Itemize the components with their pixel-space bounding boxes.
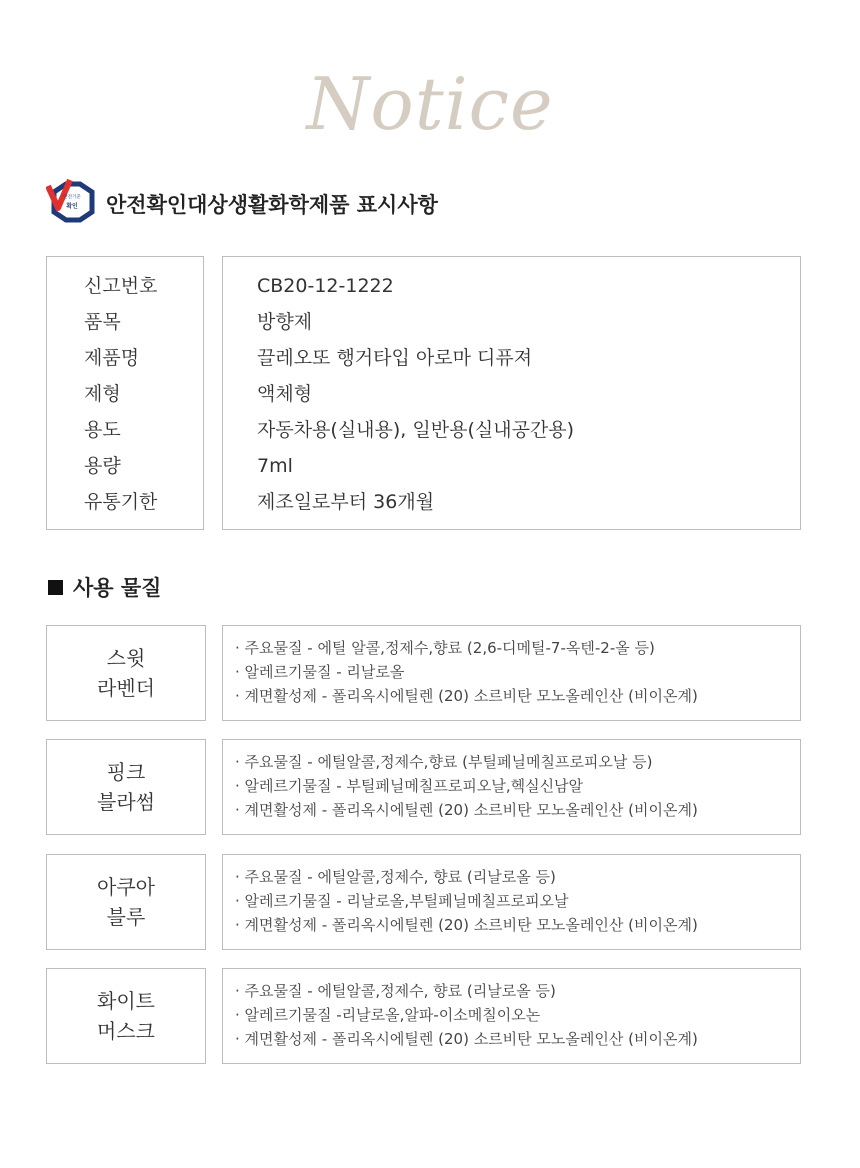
product-name-box: [46, 854, 206, 950]
product-detail-box: [222, 739, 801, 835]
info-value: 자동차용(실내용), 일반용(실내공간용): [257, 419, 575, 441]
detail-line: · 알레르기물질 - 리날로올: [235, 663, 405, 681]
info-label: 신고번호: [84, 275, 158, 297]
product-name-line: 라벤더: [97, 676, 155, 700]
logo-label: 안전기준 확인: [63, 195, 81, 210]
info-label: 제형: [84, 383, 121, 405]
section-title-text: 사용 물질: [73, 576, 162, 600]
product-name-line: 핑크: [106, 760, 146, 784]
info-label: 용량: [84, 455, 121, 477]
detail-line: · 계면활성제 - 폴리옥시에틸렌 (20) 소르비탄 모노올레인산 (비이온계): [235, 801, 698, 819]
detail-line: · 주요물질 - 에틸 알콜,정제수,향료 (2,6-디메틸-7-옥텐-2-올 등): [235, 639, 655, 657]
detail-line: · 계면활성제 - 폴리옥시에틸렌 (20) 소르비탄 모노올레인산 (비이온계): [235, 916, 698, 934]
product-name-box: [46, 739, 206, 835]
detail-line: · 주요물질 - 에틸알콜,정제수, 향료 (리날로올 등): [235, 982, 556, 1000]
info-label: 유통기한: [84, 491, 158, 513]
product-name-line: 아쿠아: [97, 875, 155, 899]
info-value: CB20-12-1222: [257, 275, 394, 297]
info-label: 품목: [84, 311, 121, 333]
product-detail-box: [222, 854, 801, 950]
product-name-box: [46, 625, 206, 721]
info-value: 액체형: [257, 383, 313, 405]
notice-title: Notice: [306, 62, 554, 146]
product-name-line: 머스크: [97, 1019, 155, 1043]
detail-line: · 알레르기물질 - 리날로올,부틸페닐메칠프로피오날: [235, 892, 569, 910]
safety-header: [46, 178, 438, 230]
product-name-line: 화이트: [97, 989, 155, 1013]
product-name-box: [46, 968, 206, 1064]
detail-line: · 계면활성제 - 폴리옥시에틸렌 (20) 소르비탄 모노올레인산 (비이온계): [235, 687, 698, 705]
section-title: [48, 572, 161, 602]
info-label: 제품명: [84, 347, 140, 369]
info-label-column: [46, 268, 204, 520]
info-value: 끌레오또 행거타입 아로마 디퓨져: [257, 347, 533, 369]
info-value: 7ml: [257, 455, 293, 477]
info-label: 용도: [84, 419, 121, 441]
product-name-line: 블라썸: [97, 790, 155, 814]
info-value: 제조일로부터 36개월: [257, 491, 435, 513]
detail-line: · 주요물질 - 에틸알콜,정제수,향료 (부틸페닐메칠프로피오날 등): [235, 753, 653, 771]
detail-line: · 계면활성제 - 폴리옥시에틸렌 (20) 소르비탄 모노올레인산 (비이온계): [235, 1030, 698, 1048]
detail-line: · 알레르기물질 - 부틸페닐메칠프로피오날,헥실신남알: [235, 777, 584, 795]
product-name-line: 스윗: [106, 646, 146, 670]
detail-line: · 주요물질 - 에틸알콜,정제수, 향료 (리날로올 등): [235, 868, 556, 886]
square-bullet-icon: [48, 580, 63, 595]
product-name-line: 블루: [106, 905, 146, 929]
info-value-column: [257, 268, 787, 520]
safety-check-logo-icon: [46, 178, 100, 230]
product-detail-box: [222, 968, 801, 1064]
product-detail-box: [222, 625, 801, 721]
safety-heading: 안전확인대상생활화학제품 표시사항: [106, 193, 438, 217]
info-value: 방향제: [257, 311, 313, 333]
detail-line: · 알레르기물질 -리날로올,알파-이소메칠이오논: [235, 1006, 541, 1024]
